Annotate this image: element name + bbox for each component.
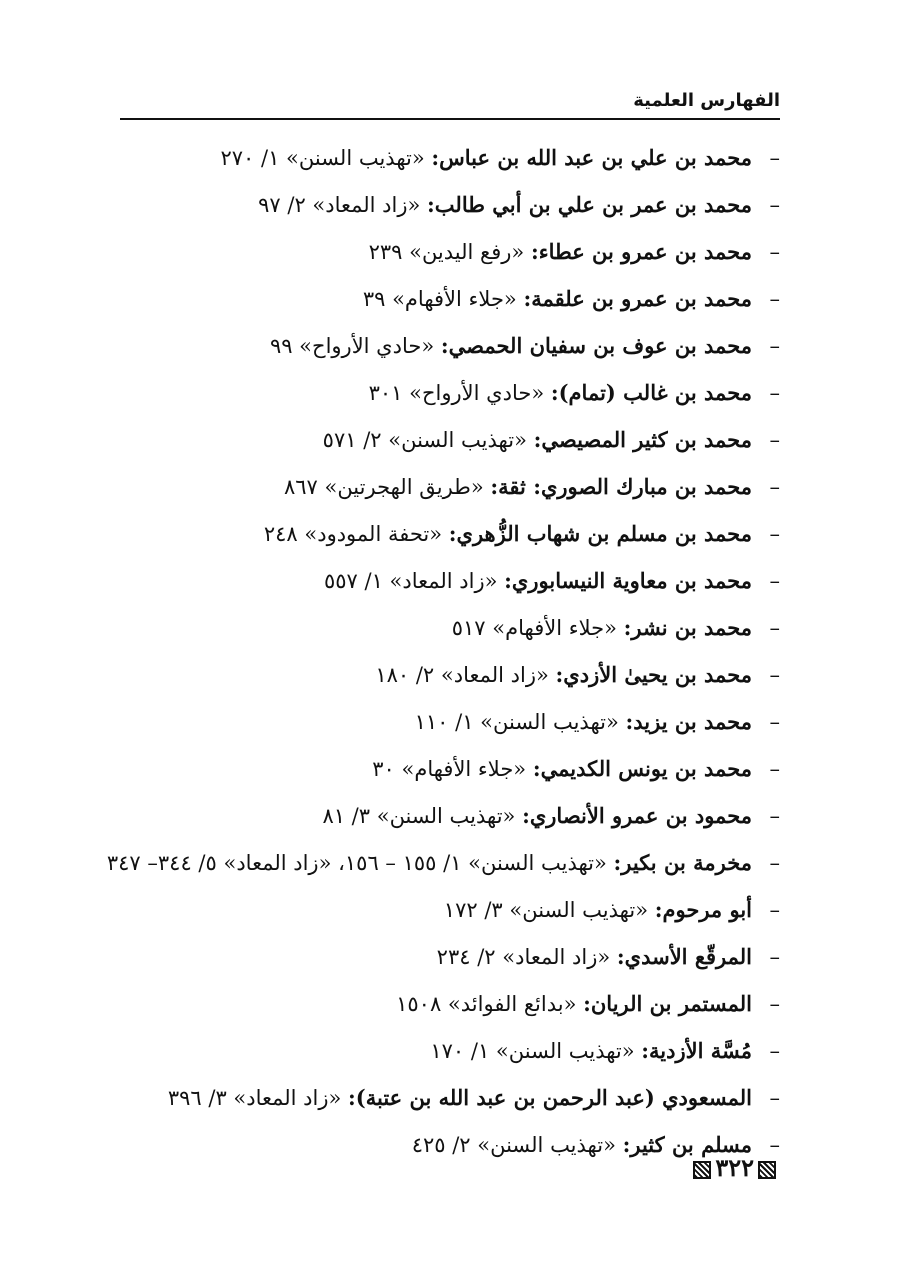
entry-dash: – [769,146,780,170]
entry-book-reference: «تهذيب السنن» ٢/ ٥٧١ [322,428,527,452]
entry-book-reference: «حادي الأرواح» ٩٩ [269,334,435,358]
entry-narrator-name: محمد بن مبارك الصوري: ثقة: [490,474,752,499]
entry-dash: – [769,992,780,1016]
index-entry [120,651,780,698]
entry-narrator-name: المسعودي (عبد الرحمن بن عبد الله بن عتبة): [348,1085,752,1110]
entry-book-reference: «زاد المعاد» ٢/ ١٨٠ [375,663,549,687]
entry-narrator-name: أبو مرحوم: [654,897,752,922]
index-entry [120,698,780,745]
checkered-square-icon [693,1161,711,1179]
entry-book-reference: «جلاء الأفهام» ٥١٧ [451,616,617,640]
index-entry [120,792,780,839]
entry-narrator-name: محمد بن يزيد: [625,709,752,734]
entry-dash: – [769,757,780,781]
entry-book-reference: «تحفة المودود» ٢٤٨ [263,522,443,546]
entry-dash: – [769,1039,780,1063]
entry-narrator-name: محمد بن عمر بن علي بن أبي طالب: [427,192,752,217]
page-number: ٣٢٢ [715,1153,754,1182]
entry-book-reference: «حادي الأرواح» ٣٠١ [368,381,545,405]
entry-narrator-name: مُسَّة الأزدية: [641,1038,752,1063]
entry-dash: – [769,428,780,452]
entry-narrator-name: محمد بن مسلم بن شهاب الزُّهري: [448,521,752,546]
entry-book-reference: «تهذيب السنن» ١/ ١٧٠ [430,1039,635,1063]
entry-dash: – [769,475,780,499]
entry-dash: – [769,334,780,358]
entry-narrator-name: محمد بن نشر: [623,615,752,640]
entry-book-reference: «زاد المعاد» ٢/ ٩٧ [258,193,421,217]
entry-narrator-name: محمد بن علي بن عبد الله بن عباس: [431,145,752,170]
index-entry [120,134,780,181]
index-entry [120,886,780,933]
entry-narrator-name: مسلم بن كثير: [622,1132,752,1157]
entry-narrator-name: محمد بن غالب (تمام): [550,380,752,405]
index-entry [120,980,780,1027]
entry-book-reference: «تهذيب السنن» ٢/ ٤٢٥ [411,1133,616,1157]
entry-book-reference: «تهذيب السنن» ٣/ ١٧٢ [443,898,649,922]
entry-book-reference: «تهذيب السنن» ١/ ١٥٥ – ١٥٦، «زاد المعاد» ٥/ ٣٤٤– ٣٤٧ [106,851,607,875]
entry-book-reference: «تهذيب السنن» ١/ ١١٠ [414,710,619,734]
entry-dash: – [769,381,780,405]
index-entry [120,933,780,980]
index-entry [120,604,780,651]
entry-book-reference: «رفع اليدين» ٢٣٩ [368,240,525,264]
index-entry [120,416,780,463]
header-divider [120,118,780,120]
entry-dash: – [769,1133,780,1157]
entry-dash: – [769,616,780,640]
index-entry [106,839,780,886]
index-entry [120,369,780,416]
index-entry [120,1074,780,1121]
entry-book-reference: «تهذيب السنن» ٣/ ٨١ [322,804,516,828]
entry-dash: – [769,898,780,922]
index-entry [120,463,780,510]
entry-book-reference: «طريق الهجرتين» ٨٦٧ [283,475,484,499]
entry-narrator-name: محمد بن يونس الكديمي: [532,756,752,781]
index-entry [120,275,780,322]
index-entry [120,745,780,792]
index-entry [120,228,780,275]
entry-narrator-name: محمد بن عمرو بن علقمة: [523,286,752,311]
entry-book-reference: «زاد المعاد» ١/ ٥٥٧ [323,569,498,593]
entry-dash: – [769,1086,780,1110]
page-number-footer [620,1152,780,1184]
entry-book-reference: «جلاء الأفهام» ٣٠ [372,757,527,781]
entry-narrator-name: محمد بن عوف بن سفيان الحمصي: [440,333,752,358]
entry-dash: – [769,522,780,546]
entry-dash: – [769,569,780,593]
entry-dash: – [769,663,780,687]
entry-dash: – [769,851,780,875]
entry-dash: – [769,710,780,734]
entry-narrator-name: المستمر بن الريان: [583,991,752,1016]
entry-book-reference: «زاد المعاد» ٢/ ٢٣٤ [436,945,611,969]
entry-narrator-name: محمد بن كثير المصيصي: [533,427,752,452]
entry-book-reference: «بدائع الفوائد» ١٥٠٨ [396,992,577,1016]
entry-dash: – [769,193,780,217]
entry-dash: – [769,287,780,311]
entry-book-reference: «جلاء الأفهام» ٣٩ [362,287,517,311]
index-entry [120,510,780,557]
entry-narrator-name: محمد بن عمرو بن عطاء: [530,239,752,264]
index-entry [120,557,780,604]
entry-narrator-name: المرقّع الأسدي: [616,944,752,969]
entry-narrator-name: محمود بن عمرو الأنصاري: [522,803,752,828]
index-entry [120,322,780,369]
entry-book-reference: «تهذيب السنن» ١/ ٢٧٠ [220,146,425,170]
entry-book-reference: «زاد المعاد» ٣/ ٣٩٦ [167,1086,342,1110]
index-entry [120,181,780,228]
entry-dash: – [769,240,780,264]
entry-dash: – [769,804,780,828]
entry-dash: – [769,945,780,969]
index-entry-list [106,134,780,1168]
entry-narrator-name: محمد بن يحيىٰ الأزدي: [555,662,752,687]
index-entry [120,1027,780,1074]
checkered-square-icon [758,1161,776,1179]
running-header-title: الفهارس العلمية [633,90,780,111]
entry-narrator-name: مخرمة بن بكير: [613,850,752,875]
entry-narrator-name: محمد بن معاوية النيسابوري: [504,568,752,593]
